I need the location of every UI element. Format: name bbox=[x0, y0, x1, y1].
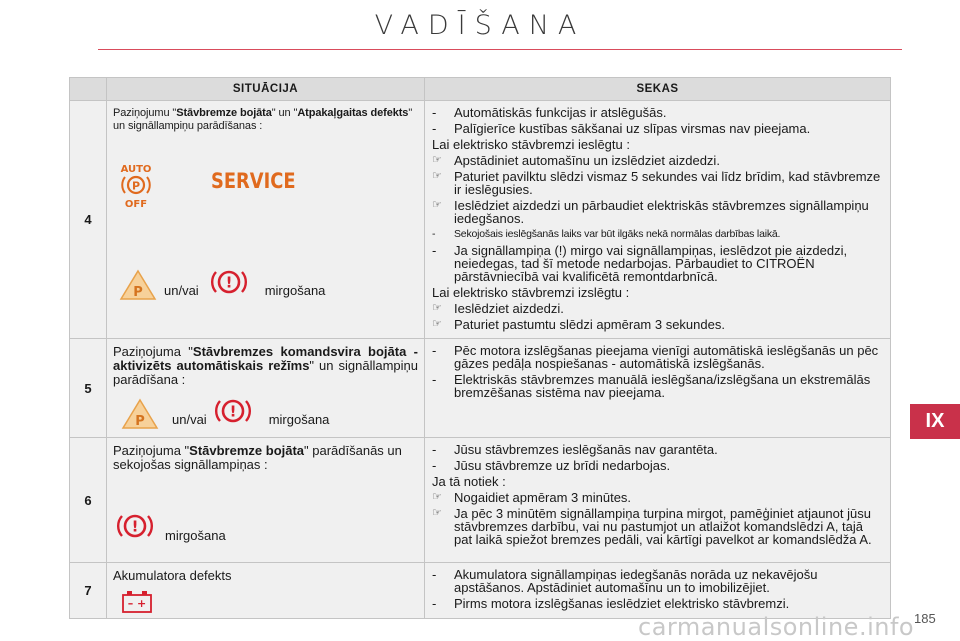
effect-item bbox=[432, 122, 884, 135]
row-number: 6 bbox=[70, 438, 107, 563]
brake-warning-icons bbox=[118, 268, 325, 302]
situation-cell bbox=[107, 339, 425, 438]
effect-text: Nogaidiet apmēram 3 minūtes. bbox=[454, 490, 632, 505]
effect-intro-text: Lai elektrisko stāvbremzi izslēgtu : bbox=[432, 285, 630, 300]
or-label: un/vai bbox=[164, 282, 199, 298]
dash-marker: - bbox=[432, 372, 437, 387]
effect-text: Pirms motora izslēgšanas ieslēdziet elektrisko stāvbremzi. bbox=[454, 596, 790, 611]
pointing-hand-icon: ☞ bbox=[432, 170, 442, 182]
dash-marker: - bbox=[432, 343, 437, 358]
situation-text: Paziņojuma "Stāvbremze bojāta" parādīšanās un sekojošas signāllampiņas : bbox=[113, 443, 402, 472]
brake-warning-icons bbox=[120, 397, 329, 431]
effect-text: Pēc motora izslēgšanas pieejama vienīgi automātiskā ieslēgšanās un pēc gāzes pedāļa nospiešanas - automātiskā izslēgšanās. bbox=[454, 343, 879, 371]
header-effects: SEKAS bbox=[425, 78, 891, 101]
table-row bbox=[70, 339, 891, 438]
table-row bbox=[70, 101, 891, 339]
effect-step bbox=[432, 302, 884, 315]
brake-warning-icon bbox=[113, 509, 157, 543]
dash-marker: - bbox=[432, 442, 437, 457]
header-situation: SITUĀCIJA bbox=[107, 78, 425, 101]
effect-step bbox=[432, 491, 884, 504]
pointing-hand-icon: ☞ bbox=[432, 302, 442, 314]
effect-text: Jūsu stāvbremzes ieslēgšanās nav garantēta. bbox=[454, 442, 718, 457]
dash-marker: - bbox=[432, 105, 437, 120]
svg-text:!: ! bbox=[229, 402, 237, 421]
pointing-hand-icon: ☞ bbox=[432, 199, 442, 211]
pointing-hand-icon: ☞ bbox=[432, 507, 442, 519]
situation-cell bbox=[107, 563, 425, 619]
effect-intro-text: Ja tā notiek : bbox=[432, 474, 506, 489]
title-divider bbox=[98, 49, 902, 50]
table-header-row bbox=[70, 78, 891, 101]
effect-step bbox=[432, 170, 884, 196]
chapter-tab[interactable]: IX bbox=[910, 404, 960, 439]
warnings-table bbox=[69, 77, 891, 619]
effect-item bbox=[432, 459, 884, 472]
effects-cell bbox=[425, 563, 891, 619]
dash-marker: - bbox=[432, 458, 437, 473]
parking-triangle-icon bbox=[118, 268, 158, 302]
service-warning-icon: SERVICE bbox=[211, 169, 296, 193]
or-label: un/vai bbox=[172, 411, 207, 427]
dash-marker: - bbox=[432, 567, 437, 582]
situation-cell bbox=[107, 438, 425, 563]
watermark: carmanualsonline.info bbox=[638, 613, 915, 641]
blink-label: mirgošana bbox=[264, 282, 326, 298]
effect-item bbox=[432, 244, 884, 283]
effect-text: Ja signāllampiņa (!) mirgo vai signāllampiņas, ieslēdzot pie aizdedzi, neiedegas, tad šī metode nedarbojas. Pārbaudiet to CITROËN pārstāvniecībā vai kvalificētā remontdarbnīcā. bbox=[454, 243, 848, 284]
blink-label: mirgošana bbox=[268, 411, 330, 427]
dash-marker: - bbox=[432, 243, 437, 258]
effect-item bbox=[432, 443, 884, 456]
brake-warning-icons bbox=[113, 508, 226, 543]
dash-marker: - bbox=[432, 596, 437, 611]
situation-text: Akumulatora defekts bbox=[113, 568, 232, 583]
svg-text:!: ! bbox=[131, 517, 139, 535]
effect-step bbox=[432, 154, 884, 167]
effect-text: Ieslēdziet aizdedzi un pārbaudiet elektriskās stāvbremzes signāllampiņu iedegšanos. bbox=[454, 198, 869, 226]
table-row bbox=[70, 563, 891, 619]
auto-parking-brake-icon bbox=[116, 162, 156, 208]
svg-text:!: ! bbox=[225, 273, 233, 292]
row-number: 7 bbox=[70, 563, 107, 619]
effect-item bbox=[432, 106, 884, 119]
svg-text:P: P bbox=[135, 414, 145, 429]
effect-item bbox=[432, 568, 884, 594]
svg-text:– +: – + bbox=[127, 597, 147, 610]
situation-text: Paziņojuma "Stāvbremzes komandsvira bojāta - aktivizēts automātiskais režīms" un signāllampiņu parādīšana : bbox=[113, 344, 419, 387]
battery-icon bbox=[119, 589, 155, 615]
pointing-hand-icon: ☞ bbox=[432, 318, 442, 330]
brake-warning-icon bbox=[207, 265, 251, 299]
brake-warning-icon bbox=[211, 394, 255, 428]
page-title: VADĪŠANA bbox=[374, 10, 586, 41]
parking-triangle-icon bbox=[120, 397, 160, 431]
auto-off-service-icons bbox=[116, 162, 310, 208]
effect-item bbox=[432, 373, 884, 399]
situation-cell bbox=[107, 101, 425, 339]
effect-text: Ieslēdziet aizdedzi. bbox=[454, 301, 564, 316]
page-number: 185 bbox=[914, 611, 936, 626]
effect-item bbox=[432, 228, 884, 241]
effect-step bbox=[432, 199, 884, 225]
pointing-hand-icon: ☞ bbox=[432, 491, 442, 503]
effects-cell bbox=[425, 339, 891, 438]
effect-text: Paturiet pavilktu slēdzi vismaz 5 sekundes vai līdz brīdim, kad stāvbremze ir ieslēgusies. bbox=[454, 169, 881, 197]
effect-text: Ja pēc 3 minūtēm signāllampiņa turpina mirgot, pamēģiniet atjaunot jūsu stāvbremzes darbību, vai nu pastumjot un atlaižot komandslēdzi A, tajā pat laikā spiežot bremzes pedāli, vai kārtīgi pavelkot ar komandslēdža A. bbox=[454, 506, 872, 547]
svg-text:P: P bbox=[131, 179, 141, 193]
header-empty-cell bbox=[70, 78, 107, 101]
effect-text: Jūsu stāvbremze uz brīdi nedarbojas. bbox=[454, 458, 671, 473]
dash-marker: - bbox=[432, 228, 436, 240]
svg-text:OFF: OFF bbox=[124, 199, 148, 208]
situation-text: Paziņojumu "Stāvbremze bojāta" un "Atpakaļgaitas defekts" un signāllampiņu parādīšanas : bbox=[113, 107, 413, 132]
effects-cell bbox=[425, 101, 891, 339]
effects-cell bbox=[425, 438, 891, 563]
row-number: 5 bbox=[70, 339, 107, 438]
effect-step bbox=[432, 318, 884, 331]
svg-text:P: P bbox=[133, 285, 143, 300]
blink-label: mirgošana bbox=[165, 528, 226, 543]
effect-text: Apstādiniet automašīnu un izslēdziet aizdedzi. bbox=[454, 153, 720, 168]
effect-text: Automātiskās funkcijas ir atslēgušās. bbox=[454, 105, 667, 120]
row-number: 4 bbox=[70, 101, 107, 339]
dash-marker: - bbox=[432, 121, 437, 136]
effect-item bbox=[432, 597, 884, 610]
effect-intro-text: Lai elektrisko stāvbremzi ieslēgtu : bbox=[432, 137, 630, 152]
effect-item bbox=[432, 344, 884, 370]
table-row bbox=[70, 438, 891, 563]
effect-text: Sekojošais ieslēgšanās laiks var būt ilgāks nekā normālas darbības laikā. bbox=[454, 228, 781, 240]
pointing-hand-icon: ☞ bbox=[432, 154, 442, 166]
effect-text: Elektriskās stāvbremzes manuālā ieslēgšana/izslēgšana un ekstremālās bremzēšanas sistēma nav pieejama. bbox=[454, 372, 871, 400]
effect-text: Akumulatora signāllampiņas iedegšanās norāda uz nekavējošu apstāšanos. Apstādiniet automašīnu un to imobilizējiet. bbox=[454, 567, 818, 595]
effect-text: Paturiet pastumtu slēdzi apmēram 3 sekundes. bbox=[454, 317, 725, 332]
svg-text:AUTO: AUTO bbox=[120, 164, 152, 175]
effect-step bbox=[432, 507, 884, 546]
effect-text: Palīgierīce kustības sākšanai uz slīpas virsmas nav pieejama. bbox=[454, 121, 811, 136]
